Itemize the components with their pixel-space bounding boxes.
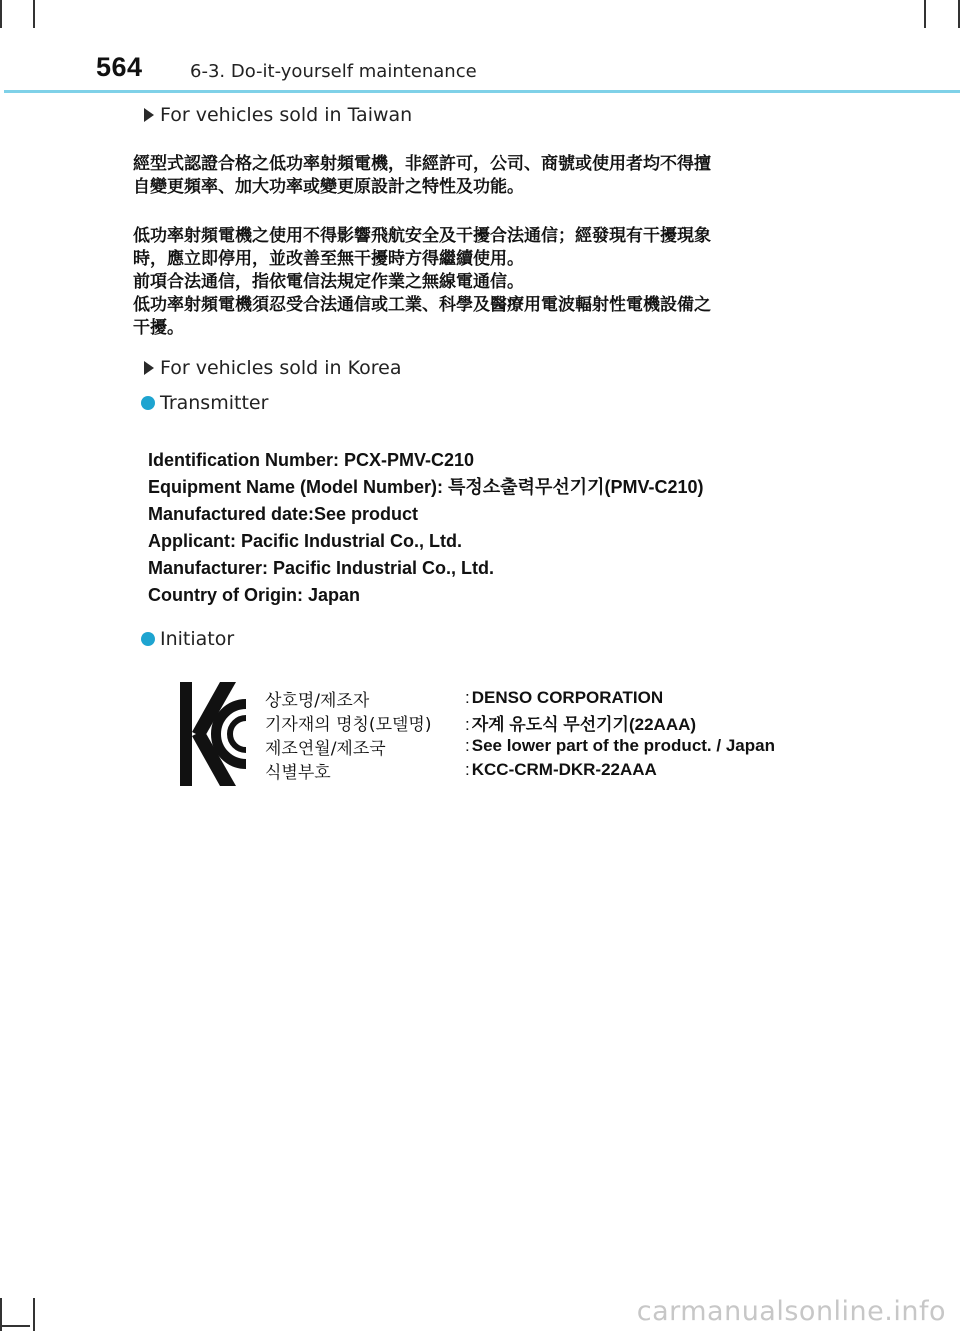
taiwan-paragraph-2 (133, 225, 793, 340)
initiator-row (265, 710, 775, 734)
transmitter-bullet (141, 392, 268, 414)
text-line: 時，應立即停用，並改善至無干擾時方得繼續使用。 (133, 249, 524, 269)
transmitter-label: Transmitter (160, 392, 269, 414)
initiator-value-wrap: : See lower part of the product. / Japan (465, 736, 775, 755)
text-line: 前項合法通信，指依電信法規定作業之無線電通信。 (133, 272, 524, 292)
initiator-key: 기자재의 명칭(모델명) (265, 714, 432, 735)
taiwan-paragraph-1 (133, 153, 793, 199)
crop-mark (33, 0, 35, 28)
text-line: 自變更頻率、加大功率或變更原設計之特性及功能。 (133, 177, 524, 197)
watermark: carmanualsonline.info (636, 1296, 946, 1327)
section-title: 6-3. Do-it-yourself maintenance (190, 61, 477, 82)
crop-mark (0, 1325, 30, 1327)
crop-mark (924, 0, 926, 28)
initiator-label: Initiator (160, 628, 235, 650)
taiwan-heading (144, 104, 412, 126)
taiwan-heading-text: For vehicles sold in Taiwan (160, 104, 413, 126)
crop-mark (0, 0, 2, 28)
initiator-label-table (265, 686, 775, 782)
initiator-bullet (141, 628, 234, 650)
header-rule (4, 90, 960, 93)
triangle-icon (144, 361, 154, 375)
initiator-value: KCC-CRM-DKR-22AAA (471, 760, 657, 779)
initiator-value: 자계 유도식 무선기기(22AAA) (471, 714, 697, 734)
bullet-icon (141, 396, 155, 410)
triangle-icon (144, 108, 154, 122)
transmitter-row: Manufacturer: Pacific Industrial Co., Ltd. (148, 558, 495, 578)
initiator-value-wrap: : DENSO CORPORATION (465, 688, 664, 707)
transmitter-row: Equipment Name (Model Number): 특정소출력무선기기(PMV-C210) (148, 477, 704, 497)
text-line: 低功率射頻電機須忍受合法通信或工業、科學及醫療用電波輻射性電機設備之 (133, 295, 711, 315)
transmitter-row: Identification Number: PCX-PMV-C210 (148, 450, 475, 470)
initiator-row (265, 734, 775, 758)
transmitter-row: Manufactured date:See product (148, 504, 419, 524)
initiator-value: See lower part of the product. / Japan (471, 736, 775, 755)
initiator-value-wrap: : 자계 유도식 무선기기(22AAA) (465, 714, 697, 734)
text-line: 干擾。 (133, 318, 184, 338)
transmitter-row: Applicant: Pacific Industrial Co., Ltd. (148, 531, 463, 551)
crop-mark (33, 1298, 35, 1331)
initiator-key: 식별부호 (265, 762, 331, 783)
initiator-key: 제조연월/제조국 (265, 738, 386, 759)
initiator-row (265, 758, 775, 782)
korea-heading (144, 357, 401, 379)
initiator-value: DENSO CORPORATION (471, 688, 664, 707)
transmitter-row: Country of Origin: Japan (148, 585, 361, 605)
bullet-icon (141, 632, 155, 646)
transmitter-label-block (148, 447, 704, 609)
initiator-key: 상호명/제조자 (265, 690, 370, 711)
korea-heading-text: For vehicles sold in Korea (160, 357, 402, 379)
initiator-row (265, 686, 775, 710)
text-line: 低功率射頻電機之使用不得影響飛航安全及干擾合法通信；經發現有干擾現象 (133, 226, 711, 246)
kc-mark-icon (180, 682, 248, 786)
page-number: 564 (96, 52, 143, 82)
text-line: 經型式認證合格之低功率射頻電機，非經許可，公司、商號或使用者均不得擅 (133, 154, 711, 174)
initiator-value-wrap: : KCC-CRM-DKR-22AAA (465, 760, 657, 779)
